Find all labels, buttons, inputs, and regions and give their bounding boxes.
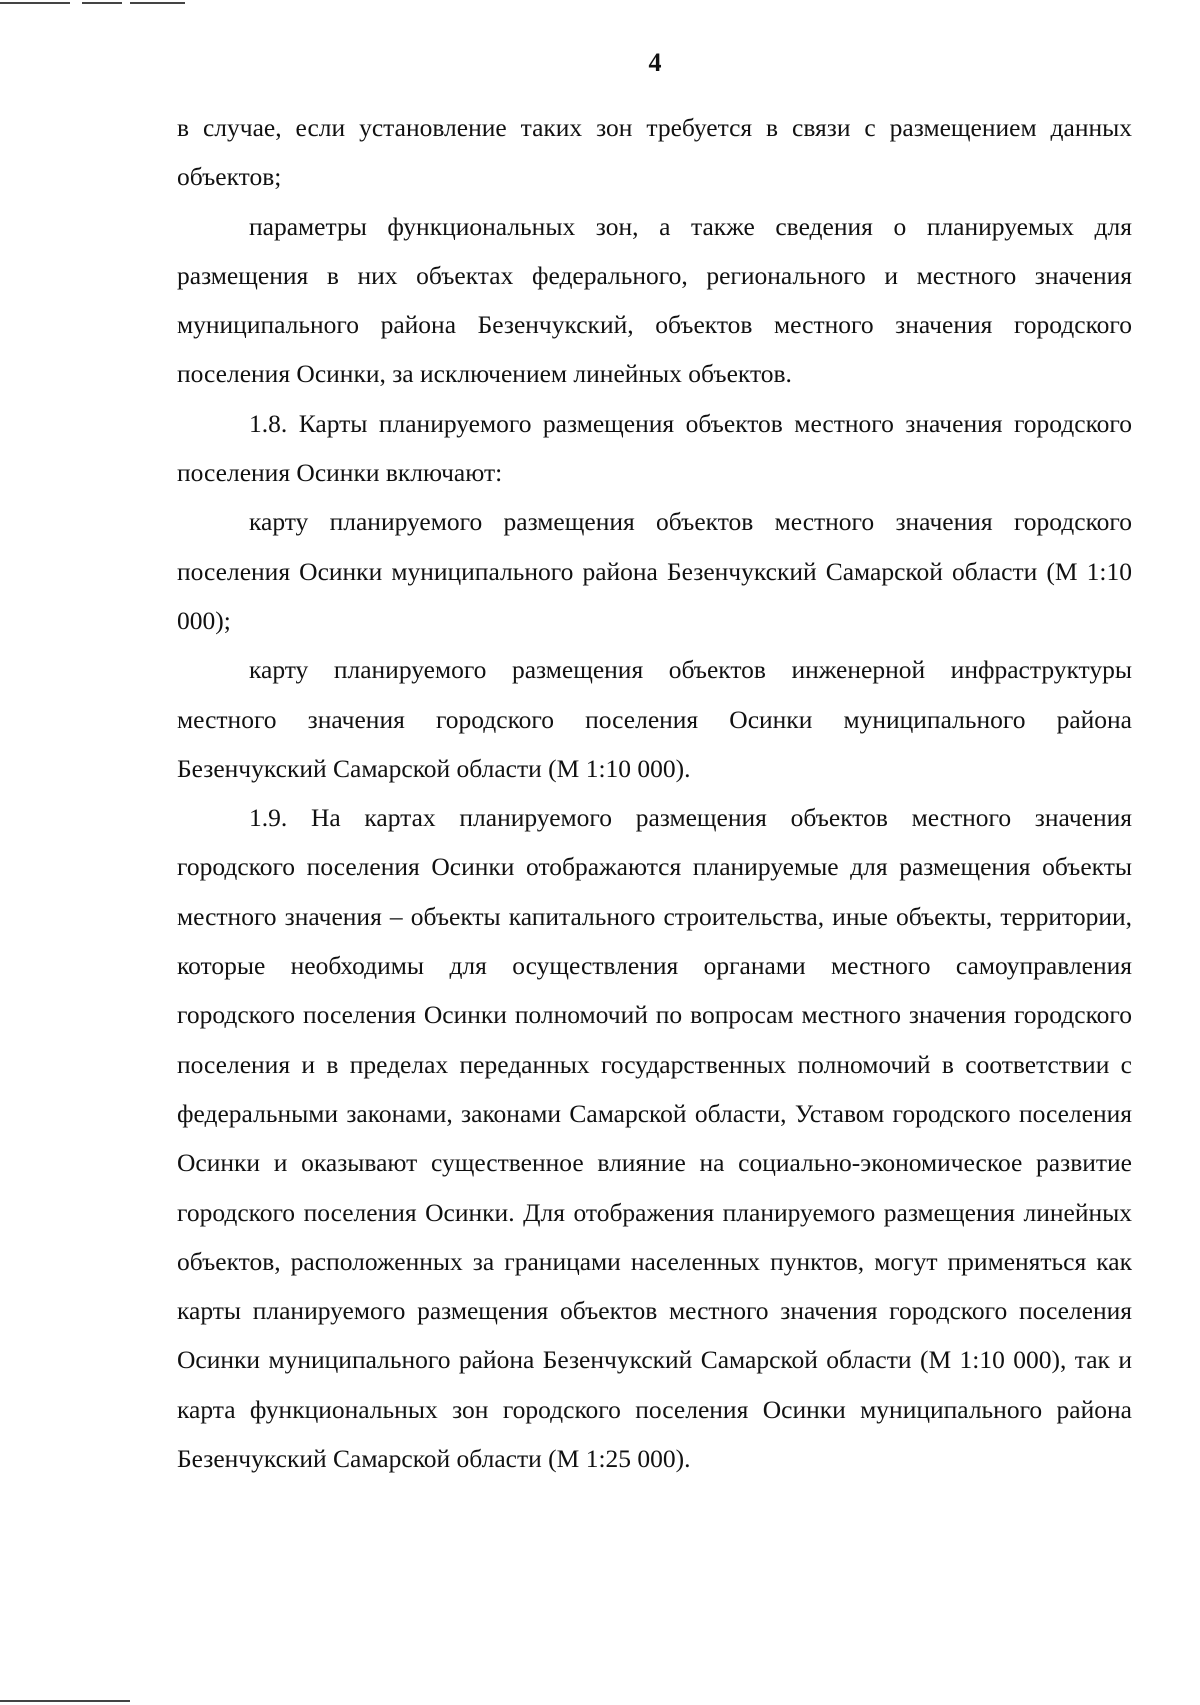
scan-artifact-bottom (0, 1700, 130, 1702)
paragraph-section-1-8: 1.8. Карты планируемого размещения объектов местного значения городского поселения Осинки включают: (177, 408, 1132, 488)
scan-artifact-top-3 (130, 2, 185, 4)
paragraph-section-1-9: 1.9. На картах планируемого размещения объектов местного значения городского поселения Осинки отображаются планируемые для размещения объекты местного значения – объекты капитального строительства, иные объекты, территории, которые необходимы для осуществления органами местного самоуправления городского поселения Осинки полномочий по вопросам местного значения городского поселения и в пределах переданных государственных полномочий в соответствии с федеральными законами, законами Самарской области, Уставом городского поселения Осинки и оказывают существенное влияние на социально-экономическое развитие городского поселения Осинки. Для отображения планируемого размещения линейных объектов, расположенных за границами населенных пунктов, могут применяться как карты планируемого размещения объектов местного значения городского поселения Осинки муниципального района Безенчукский Самарской области (М 1:10 000), так и карта функциональных зон городского поселения Осинки муниципального района Безенчукский Самарской области (М 1:25 000). (177, 803, 1132, 1474)
scan-artifact-top-2 (82, 2, 122, 4)
paragraph-2: параметры функциональных зон, а также сведения о планируемых для размещения в них объектах федерального, регионального и местного значения муниципального района Безенчукский, объектов местного значения городского поселения Осинки, за исключением линейных объектов. (177, 211, 1132, 389)
paragraph-1: в случае, если установление таких зон требуется в связи с размещением данных объектов; (177, 113, 1132, 192)
paragraph-4: карту планируемого размещения объектов местного значения городского поселения Осинки муниципального района Безенчукский Самарской области (М 1:10 000); (177, 507, 1132, 635)
document-body (177, 103, 1132, 1483)
page-number: 4 (648, 48, 662, 77)
scan-artifact-top (0, 2, 70, 4)
paragraph-5: карту планируемого размещения объектов инженерной инфраструктуры местного значения городского поселения Осинки муниципального района Безенчукский Самарской области (М 1:10 000). (177, 655, 1132, 783)
